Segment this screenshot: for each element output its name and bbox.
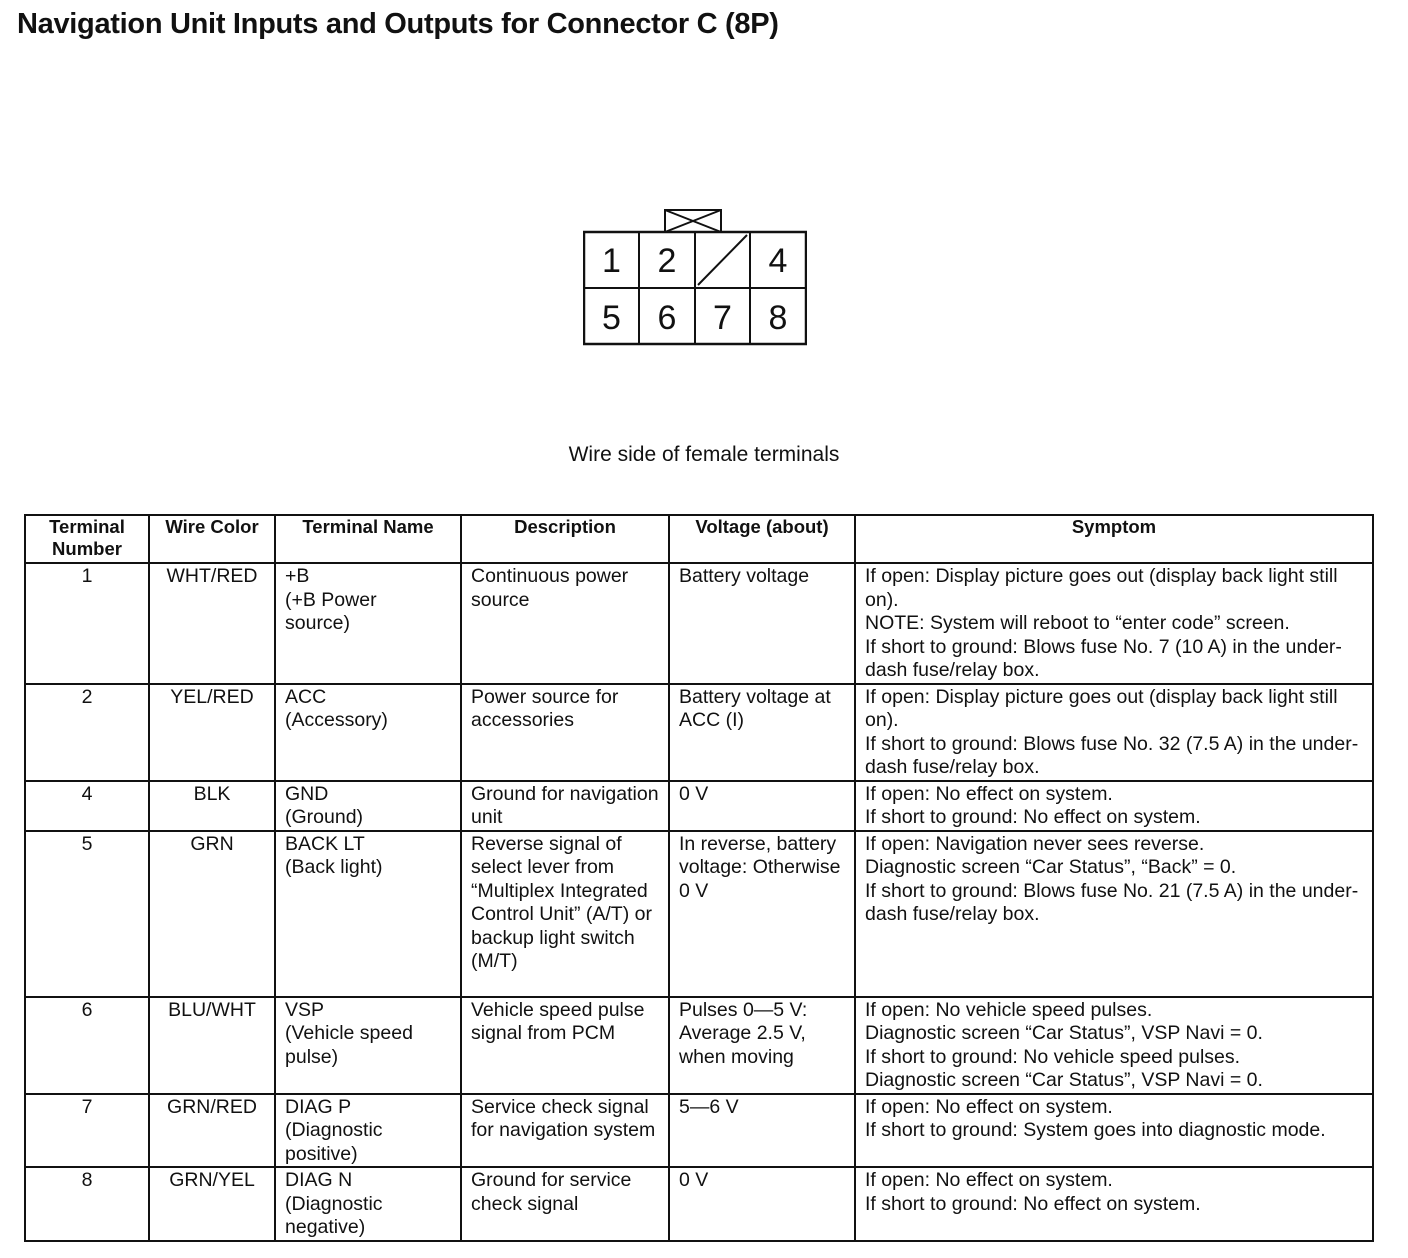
terminal-name-line: (Back light) [285,856,383,878]
symptom-line: If short to ground: No effect on system. [865,806,1201,828]
symptom-line: If short to ground: No effect on system. [865,1192,1201,1215]
page-title: Navigation Unit Inputs and Outputs for Connector C (8P) [17,8,779,40]
terminal-name-line: (+B Power [285,588,377,611]
symptom [855,781,1373,831]
terminal-number: 1 [25,563,149,684]
wire-color: GRN [149,831,275,997]
description: Service check signal for navigation system [461,1094,669,1168]
symptom-line: If open: Display picture goes out (display back light still on). [865,565,1338,611]
symptom [855,997,1373,1094]
symptom [855,1094,1373,1168]
unused-cavity-slash [698,235,747,285]
symptom [855,684,1373,781]
diagram-caption: Wire side of female terminals [568,443,840,466]
table-row [25,1094,1373,1168]
description: Ground for service check signal [461,1167,669,1241]
symptom-line: Diagnostic screen “Car Status”, VSP Navi = 0. [865,1069,1263,1091]
terminal-name-line: (Ground) [285,806,364,828]
terminal-name [275,831,461,997]
terminal-label-1: 1 [602,242,621,280]
connector-face [583,208,807,346]
terminal-name-line: positive) [285,1142,358,1165]
symptom-line: If open: No effect on system. [865,1095,1113,1118]
wire-color: GRN/RED [149,1094,275,1168]
description: Vehicle speed pulse signal from PCM [461,997,669,1094]
symptom-line: If short to ground: No vehicle speed pulses. [865,1045,1241,1068]
wire-color: GRN/YEL [149,1167,275,1241]
symptom-line: If short to ground: Blows fuse No. 7 (10 A) in the under-dash fuse/relay box. [865,635,1342,681]
voltage: 0 V [669,1167,855,1241]
terminal-number: 2 [25,684,149,781]
terminal-name [275,1167,461,1241]
wire-color: BLK [149,781,275,831]
table-header-row [25,515,1373,563]
terminal-name-line: (Diagnostic [285,1192,383,1215]
header-terminal-name: Terminal Name [275,515,461,563]
wire-color: WHT/RED [149,563,275,684]
voltage: 0 V [669,781,855,831]
table-row [25,684,1373,781]
description: Power source for accessories [461,684,669,781]
table-row [25,563,1373,684]
terminal-name-line: negative) [285,1216,366,1238]
terminal-name-line: DIAG N [285,1169,353,1191]
terminal-number: 4 [25,781,149,831]
terminal-label-6: 6 [657,299,677,337]
symptom-line: If open: No effect on system. [865,782,1113,805]
symptom-line: Diagnostic screen “Car Status”, “Back” = 0. [865,856,1237,878]
terminal-name [275,781,461,831]
terminal-name-line: DIAG P [285,1095,352,1118]
wire-color: YEL/RED [149,684,275,781]
terminal-name [275,1094,461,1168]
terminal-label-5: 5 [602,299,621,337]
terminal-name-line: ACC [285,685,327,708]
terminal-name-line: pulse) [285,1045,339,1068]
symptom-line: If open: Navigation never sees reverse. [865,832,1205,855]
connector-lock-tab [665,210,721,232]
description: Reverse signal of select lever from “Multiplex Integrated Control Unit” (A/T) or backup light switch (M/T) [461,831,669,997]
table-row [25,1167,1373,1241]
symptom-line: If short to ground: Blows fuse No. 21 (7.5 A) in the under-dash fuse/relay box. [865,879,1359,925]
terminal-name-line: GND [285,782,329,805]
terminal-number: 8 [25,1167,149,1241]
connector-diagram [583,208,807,346]
io-table [24,514,1374,1242]
terminal-label-2: 2 [657,242,677,280]
terminal-name-line: +B [285,565,310,587]
terminal-name-line: (Diagnostic [285,1119,383,1141]
terminal-name [275,684,461,781]
header-description: Description [461,515,669,563]
header-symptom: Symptom [855,515,1373,563]
header-voltage: Voltage (about) [669,515,855,563]
terminal-name-line: (Vehicle speed [285,1022,413,1044]
table-row [25,997,1373,1094]
table-row [25,781,1373,831]
terminal-name-line: BACK LT [285,832,365,855]
symptom-line: If open: No vehicle speed pulses. [865,998,1153,1021]
terminal-name-line: (Accessory) [285,709,388,731]
terminal-label-8: 8 [768,299,788,337]
symptom-line: If short to ground: Blows fuse No. 32 (7.5 A) in the under-dash fuse/relay box. [865,732,1359,778]
terminal-label-4: 4 [768,242,788,280]
symptom-line: Diagnostic screen “Car Status”, VSP Navi = 0. [865,1022,1263,1044]
table-row [25,831,1373,997]
wire-color: BLU/WHT [149,997,275,1094]
terminal-number: 6 [25,997,149,1094]
terminal-name-line: VSP [285,998,325,1021]
symptom [855,1167,1373,1241]
description: Ground for navigation unit [461,781,669,831]
voltage: 5—6 V [669,1094,855,1168]
terminal-number: 7 [25,1094,149,1168]
terminal-number: 5 [25,831,149,997]
voltage: Pulses 0—5 V: Average 2.5 V, when moving [669,997,855,1094]
voltage: Battery voltage at ACC (I) [669,684,855,781]
terminal-label-7: 7 [713,299,732,337]
symptom-line: NOTE: System will reboot to “enter code” screen. [865,612,1290,634]
symptom-line: If open: Display picture goes out (display back light still on). [865,685,1338,731]
terminal-name [275,563,461,684]
voltage: Battery voltage [669,563,855,684]
terminal-name-line: source) [285,612,351,634]
symptom [855,563,1373,684]
description: Continuous power source [461,563,669,684]
terminal-name [275,997,461,1094]
header-terminal-number: Terminal Number [25,515,149,563]
symptom-line: If open: No effect on system. [865,1169,1113,1191]
symptom [855,831,1373,997]
header-wire-color: Wire Color [149,515,275,563]
voltage: In reverse, battery voltage: Otherwise 0 V [669,831,855,997]
symptom-line: If short to ground: System goes into diagnostic mode. [865,1119,1326,1141]
